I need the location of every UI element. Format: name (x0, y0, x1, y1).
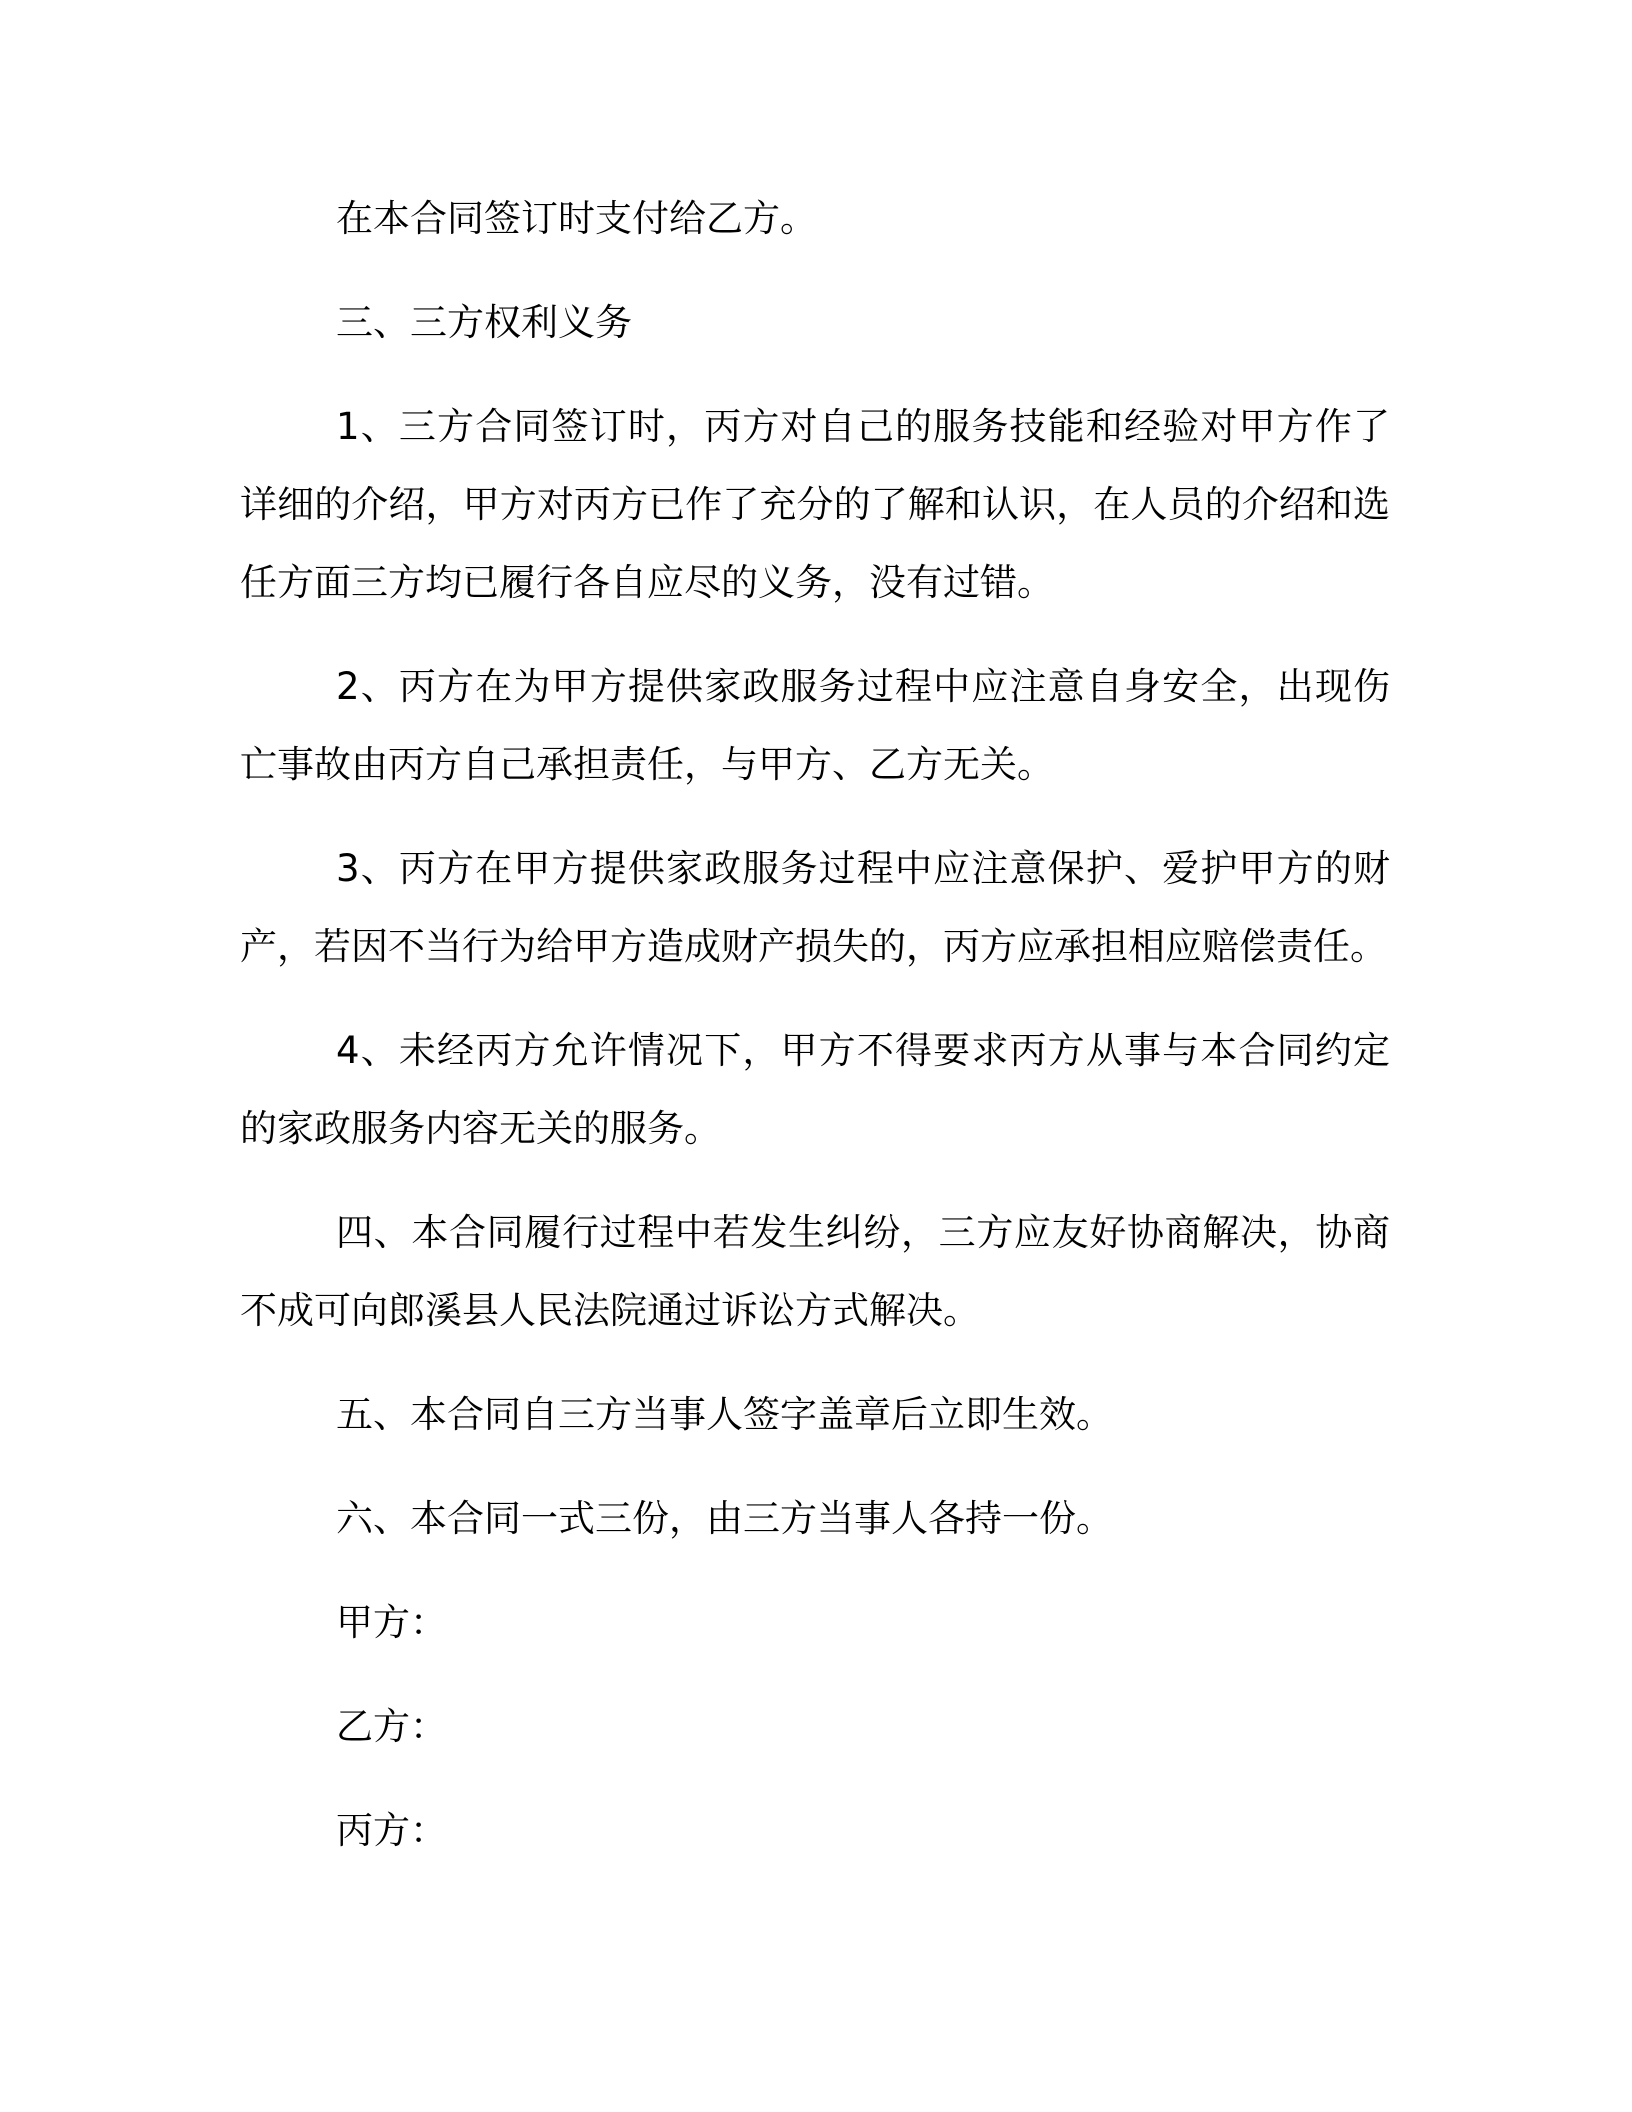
document-page (240, 180, 1390, 1896)
signature-party-b: 乙方： (336, 1705, 447, 1748)
section-heading-rights-obligations: 三、三方权利义务 (336, 301, 632, 344)
section-effectiveness: 五、本合同自三方当事人签字盖章后立即生效。 (336, 1393, 1113, 1436)
paragraph-payment-timing: 在本合同签订时支付给乙方。 (336, 197, 817, 240)
section-dispute-resolution: 四、本合同履行过程中若发生纠纷，三方应友好协商解决，协商不成可向郎溪县人民法院通过诉讼方式解决。 (240, 1211, 1390, 1332)
signature-party-c: 丙方： (336, 1809, 447, 1852)
clause-3-3: 3、丙方在甲方提供家政服务过程中应注意保护、爱护甲方的财产，若因不当行为给甲方造成财产损失的，丙方应承担相应赔偿责任。 (240, 847, 1390, 968)
section-copies: 六、本合同一式三份，由三方当事人各持一份。 (336, 1497, 1113, 1540)
signature-party-a: 甲方： (336, 1601, 447, 1644)
clause-3-2: 2、丙方在为甲方提供家政服务过程中应注意自身安全，出现伤亡事故由丙方自己承担责任，与甲方、乙方无关。 (240, 665, 1390, 786)
clause-3-1: 1、三方合同签订时，丙方对自己的服务技能和经验对甲方作了详细的介绍，甲方对丙方已作了充分的了解和认识，在人员的介绍和选任方面三方均已履行各自应尽的义务，没有过错。 (240, 405, 1390, 604)
clause-3-4: 4、未经丙方允许情况下，甲方不得要求丙方从事与本合同约定的家政服务内容无关的服务。 (240, 1029, 1390, 1150)
